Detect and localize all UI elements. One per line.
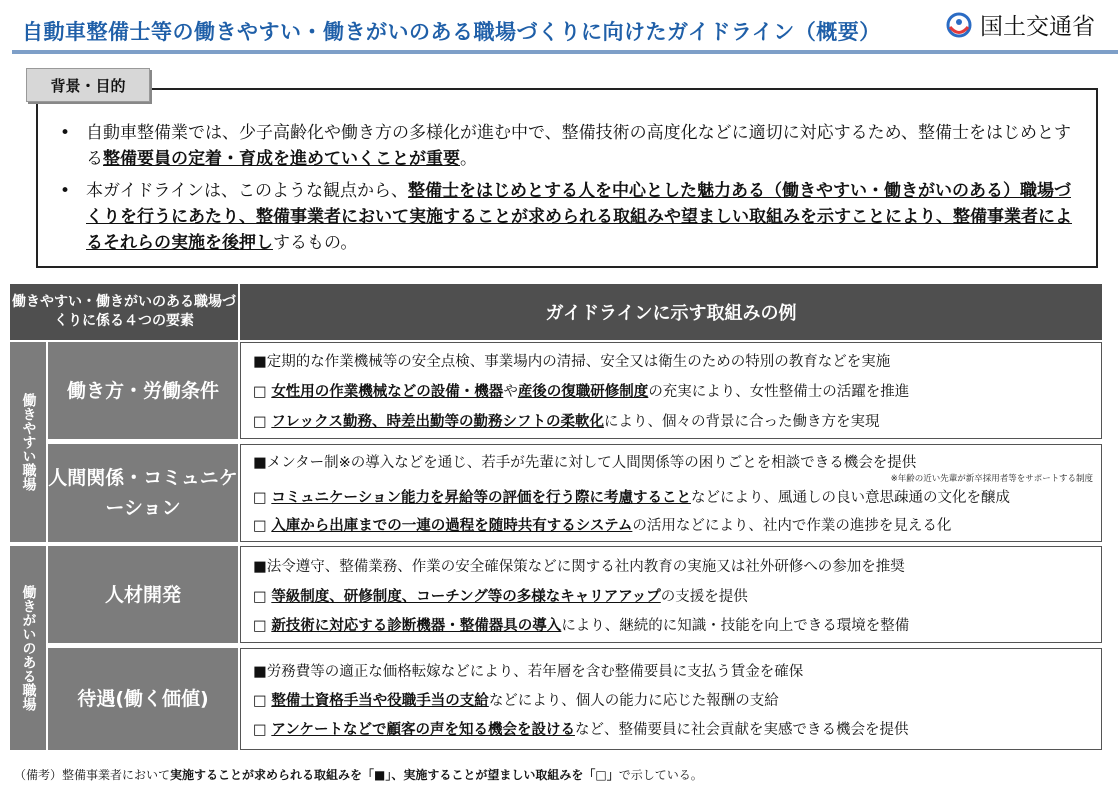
item-line: □ 入庫から出庫までの一連の過程を随時共有するシステムの活用などにより、社内で作業の進捗を見える化 xyxy=(253,518,952,534)
bullet-item: • 本ガイドラインは、このような観点から、整備士をはじめとする人を中心とした魅力ある（働きやすい・働きがいのある）職場づくりを行うにあたり、整備事業者において実施することが求められる取組みや望ましい取組みを示すことにより、整備事業者によるそれらの実施を後押しするもの。 xyxy=(60,178,1080,256)
category-relations-communication: 人間関係・コミュニケーション xyxy=(48,444,238,542)
item-line: ■定期的な作業機械等の安全点検、事業場内の清掃、安全又は衛生のための特別の教育などを実施 xyxy=(253,354,891,370)
org-name: 国土交通省 xyxy=(980,14,1095,40)
item-line: □ フレックス勤務、時差出勤等の勤務シフトの柔軟化により、個々の背景に合った働き方を実現 xyxy=(253,414,880,430)
row-box xyxy=(240,546,1102,643)
org-logo xyxy=(946,8,1095,41)
item-line: □ 整備士資格手当や役職手当の支給などにより、個人の能力に応じた報酬の支給 xyxy=(253,693,779,709)
item-line: □ 新技術に対応する診断機器・整備器具の導入により、継続的に知識・技能を向上できる環境を整備 xyxy=(253,618,910,634)
item-line: ■労務費等の適正な価格転嫁などにより、若年層を含む整備要員に支払う賃金を確保 xyxy=(253,664,804,680)
item-line: □ 女性用の作業機械などの設備・機器や産後の復職研修制度の充実により、女性整備士の活躍を推進 xyxy=(253,384,910,400)
category-talent-development: 人材開発 xyxy=(48,546,238,643)
bullet-item: • 自動車整備業では、少子高齢化や働き方の多様化が進む中で、整備技術の高度化などに適切に対応するため、整備士をはじめとする整備要員の定着・育成を進めていくことが重要。 xyxy=(60,120,1080,172)
row-box xyxy=(240,444,1102,542)
page-title: 自動車整備士等の働きやすい・働きがいのある職場づくりに向けたガイドライン（概要） xyxy=(22,20,881,44)
group-label-workable: 働きやすい職場 xyxy=(10,342,46,542)
table-header-elements: 働きやすい・働きがいのある職場づくりに係る４つの要素 xyxy=(10,284,238,340)
item-line: ■法令遵守、整備業務、作業の安全確保策などに関する社内教育の実施又は社外研修への参加を推奨 xyxy=(253,559,905,575)
row-box xyxy=(240,648,1102,750)
item-line: □ アンケートなどで顧客の声を知る機会を設けるなど、整備要員に社会貢献を実感できる機会を提供 xyxy=(253,722,909,738)
title-underline xyxy=(12,50,1118,54)
category-work-conditions: 働き方・労働条件 xyxy=(48,342,238,439)
footnote: （備考）整備事業者において実施することが求められる取組みを「■」、実施することが望ましい取組みを「□」で示している。 xyxy=(14,768,703,782)
background-bullets xyxy=(60,120,1080,262)
item-line: □ コミュニケーション能力を昇給等の評価を行う際に考慮することなどにより、風通しの良い意思疎通の文化を醸成 xyxy=(253,490,1010,506)
group-label-rewarding: 働きがいのある職場 xyxy=(10,546,46,750)
item-line: ■メンター制※の導入などを通じ、若手が先輩に対して人間関係等の困りごとを相談できる機会を提供 xyxy=(253,455,917,471)
mentor-note: ※年齢の近い先輩が新卒採用者等をサポートする制度 xyxy=(890,474,1093,484)
background-tab: 背景・目的 xyxy=(26,68,150,102)
row-box xyxy=(240,342,1102,439)
table-header-examples: ガイドラインに示す取組みの例 xyxy=(240,284,1102,340)
category-compensation: 待遇(働く価値) xyxy=(48,648,238,750)
mlit-logo-icon xyxy=(946,12,972,38)
item-line: □ 等級制度、研修制度、コーチング等の多様なキャリアアップの支援を提供 xyxy=(253,589,748,605)
